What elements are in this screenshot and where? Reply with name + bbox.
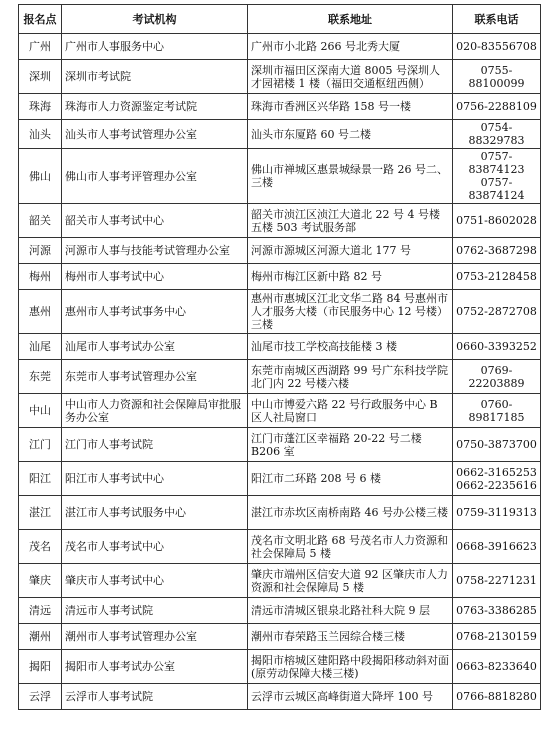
- org-cell: 珠海市人力资源鉴定考试院: [62, 94, 248, 120]
- phone-cell: 020-83556708: [453, 34, 541, 60]
- site-cell: 佛山: [19, 149, 62, 204]
- address-cell: 韶关市浈江区浈江大道北 22 号 4 号楼五楼 503 考试服务部: [248, 204, 453, 238]
- phone-cell: 0769-22203889: [453, 360, 541, 394]
- phone-cell: 0762-3687298: [453, 238, 541, 264]
- phone-cell: 0668-3916623: [453, 530, 541, 564]
- phone-cell: 0755-88100099: [453, 60, 541, 94]
- address-cell: 东莞市南城区西湖路 99 号广东科技学院北门内 22 号楼六楼: [248, 360, 453, 394]
- site-cell: 东莞: [19, 360, 62, 394]
- phone-cell: 0663-8233640: [453, 650, 541, 684]
- phone-cell: 0751-8602028: [453, 204, 541, 238]
- header-phone: 联系电话: [453, 5, 541, 34]
- phone-cell: 0662-3165253 0662-2235616: [453, 462, 541, 496]
- site-cell: 广州: [19, 34, 62, 60]
- org-cell: 佛山市人事考评管理办公室: [62, 149, 248, 204]
- table-row: [19, 428, 541, 462]
- address-cell: 汕尾市技工学校高技能楼 3 楼: [248, 334, 453, 360]
- site-cell: 汕头: [19, 120, 62, 149]
- table-row: [19, 684, 541, 710]
- header-org: 考试机构: [62, 5, 248, 34]
- address-cell: 云浮市云城区高峰街道大降坪 100 号: [248, 684, 453, 710]
- site-cell: 湛江: [19, 496, 62, 530]
- table-row: [19, 238, 541, 264]
- org-cell: 江门市人事考试院: [62, 428, 248, 462]
- org-cell: 揭阳市人事考试办公室: [62, 650, 248, 684]
- address-cell: 清远市清城区银泉北路社科大院 9 层: [248, 598, 453, 624]
- site-cell: 中山: [19, 394, 62, 428]
- table-row: [19, 120, 541, 149]
- address-cell: 深圳市福田区深南大道 8005 号深圳人才园裙楼 1 楼（福田交通枢纽西侧）: [248, 60, 453, 94]
- table-row: [19, 264, 541, 290]
- address-cell: 阳江市二环路 208 号 6 楼: [248, 462, 453, 496]
- address-cell: 佛山市禅城区惠景城绿景一路 26 号二、三楼: [248, 149, 453, 204]
- table-row: [19, 564, 541, 598]
- site-cell: 珠海: [19, 94, 62, 120]
- address-cell: 梅州市梅江区新中路 82 号: [248, 264, 453, 290]
- table-row: [19, 290, 541, 334]
- phone-cell: 0759-3119313: [453, 496, 541, 530]
- address-cell: 汕头市东厦路 60 号二楼: [248, 120, 453, 149]
- table-row: [19, 650, 541, 684]
- site-cell: 清远: [19, 598, 62, 624]
- table-row: [19, 394, 541, 428]
- site-cell: 肇庆: [19, 564, 62, 598]
- org-cell: 肇庆市人事考试中心: [62, 564, 248, 598]
- address-cell: 珠海市香洲区兴华路 158 号一楼: [248, 94, 453, 120]
- contact-table: [18, 4, 541, 710]
- phone-cell: 0750-3873700: [453, 428, 541, 462]
- address-cell: 河源市源城区河源大道北 177 号: [248, 238, 453, 264]
- phone-cell: 0760-89817185: [453, 394, 541, 428]
- table-row: [19, 530, 541, 564]
- org-cell: 中山市人力资源和社会保障局审批服务办公室: [62, 394, 248, 428]
- site-cell: 深圳: [19, 60, 62, 94]
- table-row: [19, 462, 541, 496]
- org-cell: 东莞市人事考试管理办公室: [62, 360, 248, 394]
- site-cell: 河源: [19, 238, 62, 264]
- header-site: 报名点: [19, 5, 62, 34]
- org-cell: 汕尾市人事考试办公室: [62, 334, 248, 360]
- address-cell: 肇庆市端州区信安大道 92 区肇庆市人力资源和社会保障局 5 楼: [248, 564, 453, 598]
- site-cell: 汕尾: [19, 334, 62, 360]
- org-cell: 梅州市人事考试中心: [62, 264, 248, 290]
- org-cell: 云浮市人事考试院: [62, 684, 248, 710]
- org-cell: 河源市人事与技能考试管理办公室: [62, 238, 248, 264]
- address-cell: 惠州市惠城区江北文华二路 84 号惠州市人才服务大楼（市民服务中心 12 号楼）三楼: [248, 290, 453, 334]
- phone-cell: 0763-3386285: [453, 598, 541, 624]
- phone-cell: 0754-88329783: [453, 120, 541, 149]
- table-row: [19, 94, 541, 120]
- site-cell: 云浮: [19, 684, 62, 710]
- org-cell: 清远市人事考试院: [62, 598, 248, 624]
- table-row: [19, 598, 541, 624]
- table-row: [19, 34, 541, 60]
- phone-cell: 0758-2271231: [453, 564, 541, 598]
- phone-cell: 0660-3393252: [453, 334, 541, 360]
- site-cell: 揭阳: [19, 650, 62, 684]
- org-cell: 潮州市人事考试管理办公室: [62, 624, 248, 650]
- phone-cell: 0768-2130159: [453, 624, 541, 650]
- address-cell: 茂名市文明北路 68 号茂名市人力资源和社会保障局 5 楼: [248, 530, 453, 564]
- address-cell: 江门市蓬江区幸福路 20-22 号二楼 B206 室: [248, 428, 453, 462]
- site-cell: 阳江: [19, 462, 62, 496]
- address-cell: 潮州市春荣路玉兰园综合楼三楼: [248, 624, 453, 650]
- site-cell: 茂名: [19, 530, 62, 564]
- table-row: [19, 624, 541, 650]
- header-address: 联系地址: [248, 5, 453, 34]
- table-row: [19, 60, 541, 94]
- table-row: [19, 496, 541, 530]
- address-cell: 广州市小北路 266 号北秀大厦: [248, 34, 453, 60]
- site-cell: 韶关: [19, 204, 62, 238]
- org-cell: 汕头市人事考试管理办公室: [62, 120, 248, 149]
- site-cell: 梅州: [19, 264, 62, 290]
- org-cell: 韶关市人事考试中心: [62, 204, 248, 238]
- address-cell: 揭阳市榕城区建阳路中段揭阳移动斜对面(原劳动保障大楼三楼): [248, 650, 453, 684]
- phone-cell: 0752-2872708: [453, 290, 541, 334]
- org-cell: 惠州市人事考试事务中心: [62, 290, 248, 334]
- table-row: [19, 360, 541, 394]
- phone-cell: 0757-83874123 0757-83874124: [453, 149, 541, 204]
- site-cell: 江门: [19, 428, 62, 462]
- org-cell: 阳江市人事考试中心: [62, 462, 248, 496]
- org-cell: 深圳市考试院: [62, 60, 248, 94]
- phone-cell: 0766-8818280: [453, 684, 541, 710]
- phone-cell: 0753-2128458: [453, 264, 541, 290]
- phone-cell: 0756-2288109: [453, 94, 541, 120]
- org-cell: 茂名市人事考试中心: [62, 530, 248, 564]
- org-cell: 广州市人事服务中心: [62, 34, 248, 60]
- site-cell: 潮州: [19, 624, 62, 650]
- org-cell: 湛江市人事考试服务中心: [62, 496, 248, 530]
- table-header-row: [19, 5, 541, 34]
- address-cell: 中山市博爱六路 22 号行政服务中心 B 区人社局窗口: [248, 394, 453, 428]
- table-row: [19, 204, 541, 238]
- site-cell: 惠州: [19, 290, 62, 334]
- address-cell: 湛江市赤坎区南桥南路 46 号办公楼三楼: [248, 496, 453, 530]
- table-row: [19, 334, 541, 360]
- table-row: [19, 149, 541, 204]
